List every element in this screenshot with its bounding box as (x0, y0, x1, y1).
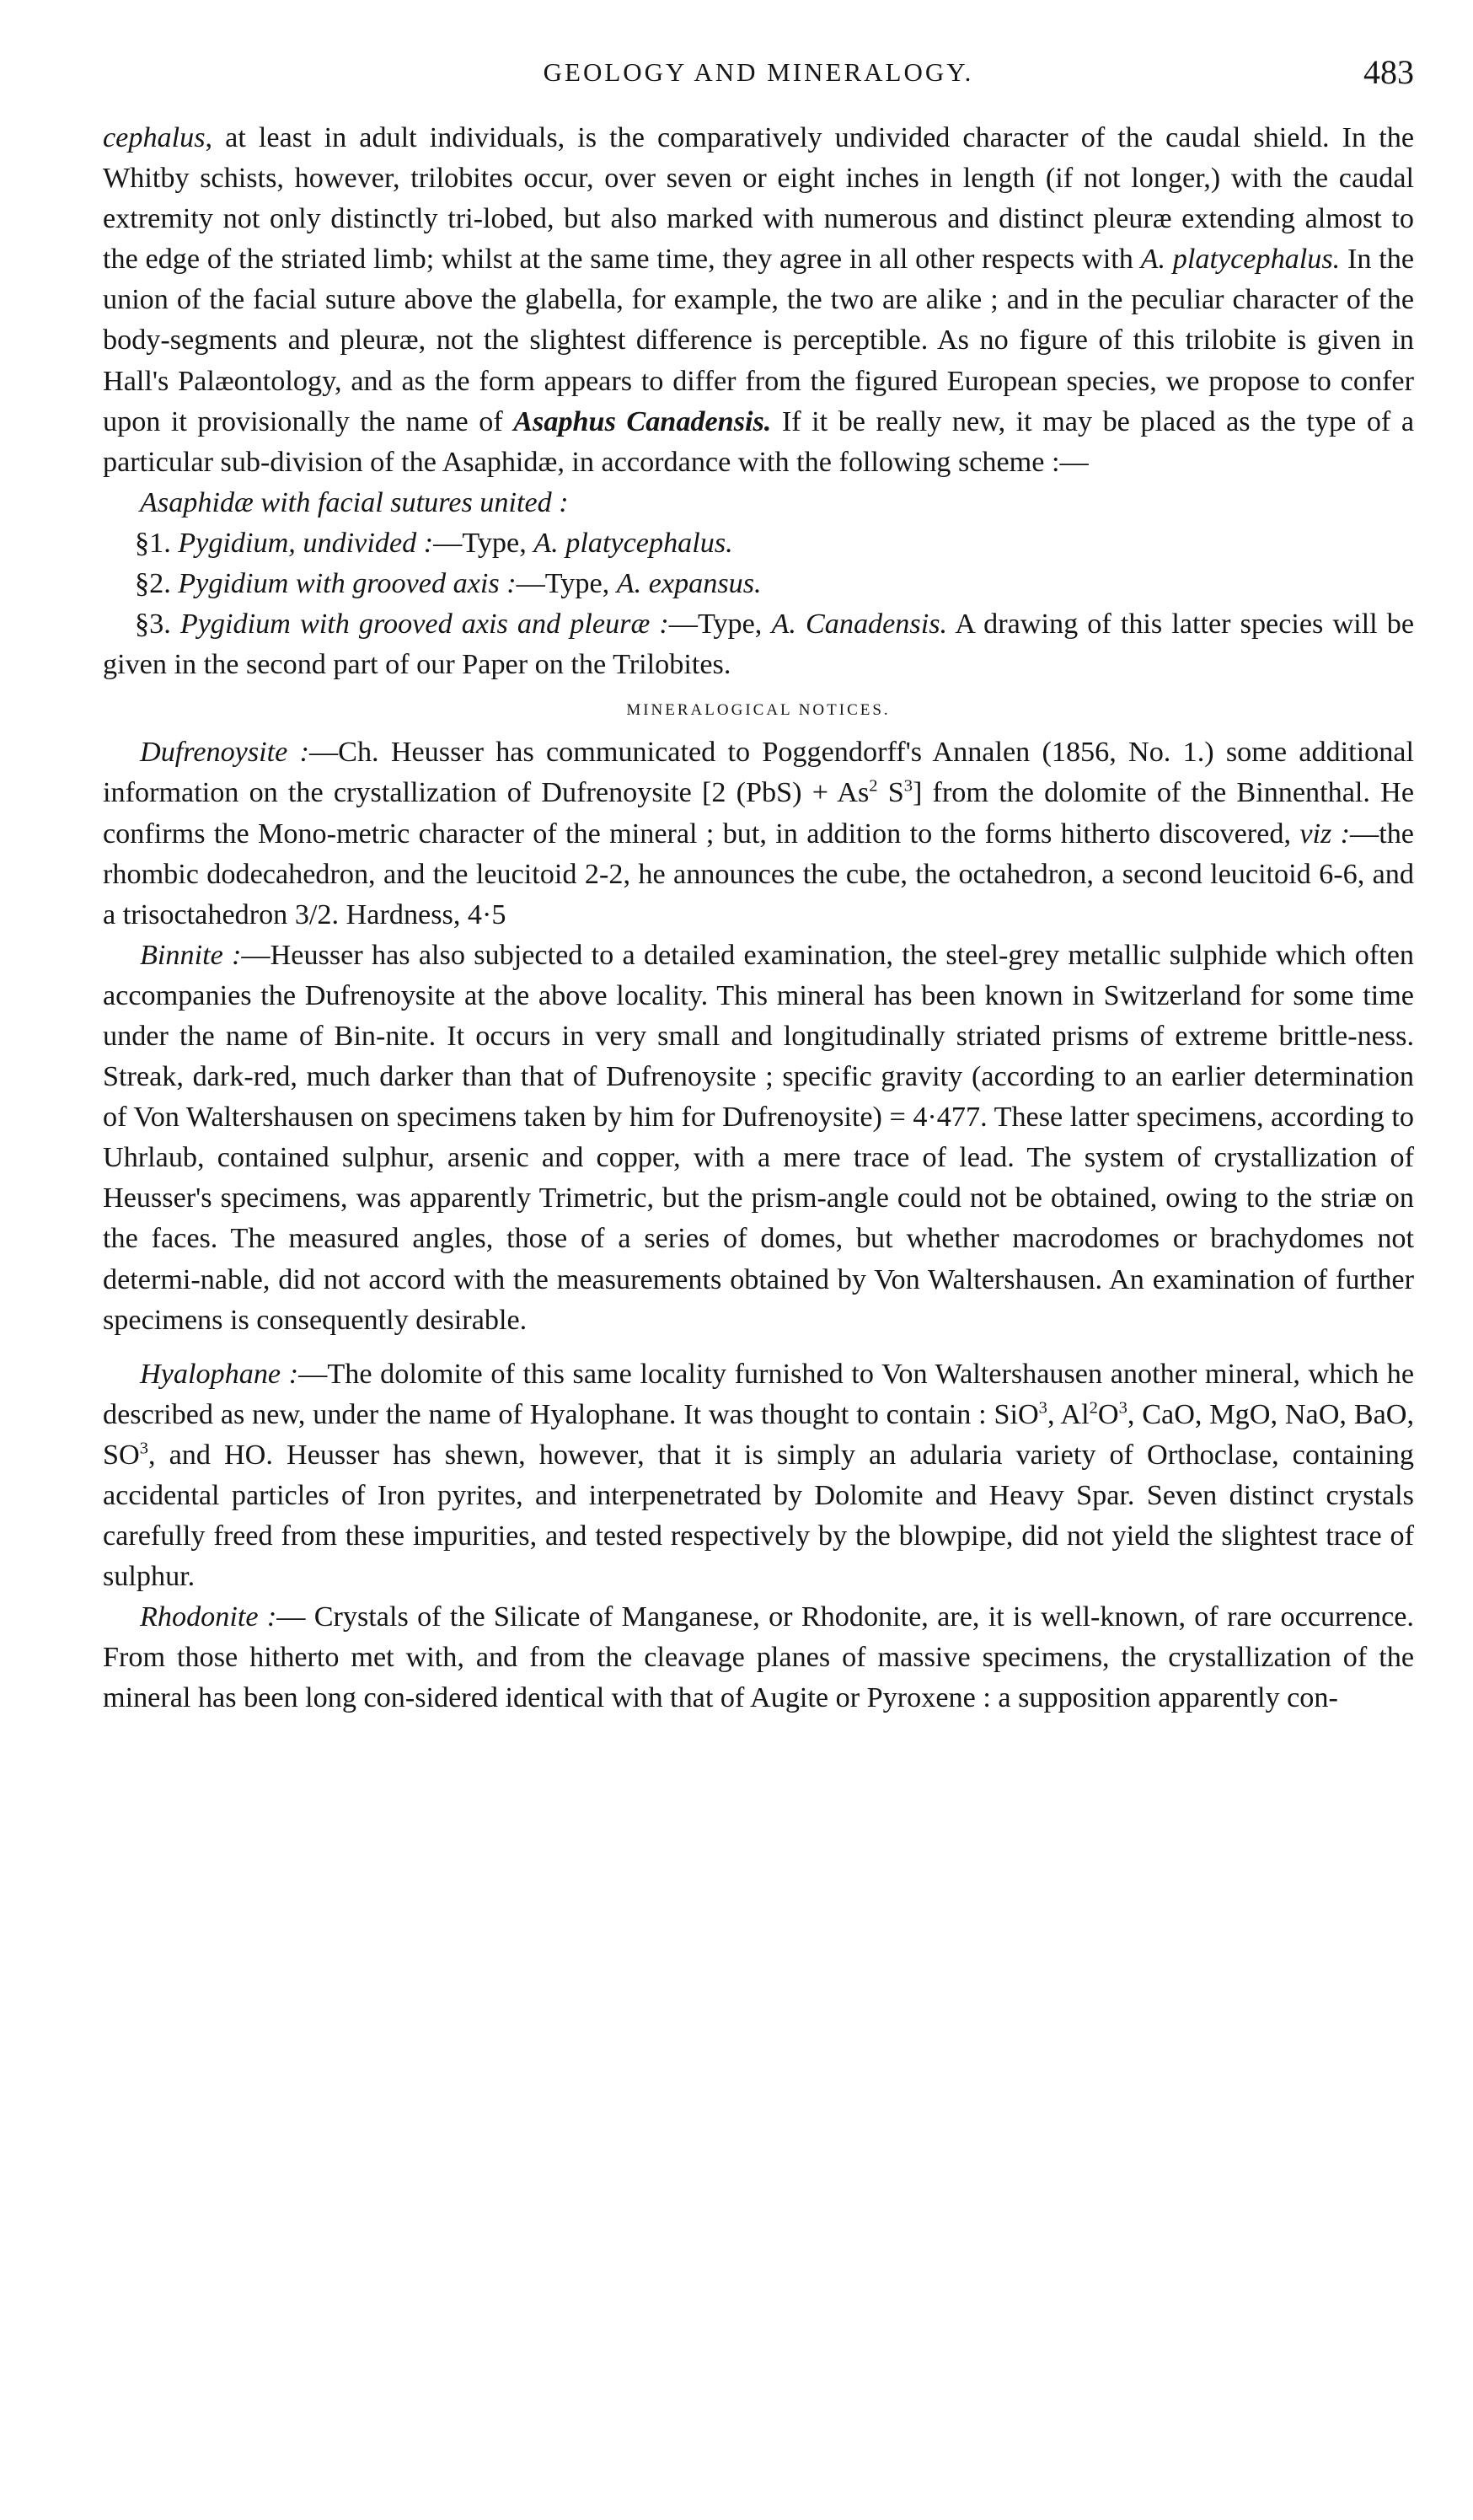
scheme-label: Pygidium with grooved axis : (178, 568, 517, 600)
superscript: 2 (1089, 1398, 1098, 1418)
section-number: §3. (135, 609, 180, 641)
species-name: A. platycephalus. (533, 527, 733, 559)
species-name: A. Canadensis. (771, 609, 948, 641)
page-number: 483 (1363, 53, 1414, 91)
scheme-text: A drawing of this latter species will be given in the second part of our Paper on the Trilobites. (103, 609, 1414, 681)
paragraph-text: —The dolomite of this same locality furnished to Von Waltershausen another mineral, which he described as new, under the name of Hyalophane. It was thought to contain : SiO (103, 1358, 1415, 1430)
scheme-text: —Type, (516, 568, 617, 600)
paragraph-hyalophane (103, 1354, 1414, 1598)
paragraph-text: ] from the dolomite of the Binnenthal. He confirms the Mono-metric character of the mineral ; but, in addition to the forms hitherto discovered, (103, 777, 1414, 850)
scheme-item-1 (103, 523, 1414, 564)
species-name: A. expansus. (616, 568, 762, 600)
fraction: 3/2 (294, 898, 332, 930)
paragraph-gap (103, 1341, 1414, 1354)
paragraph-text: , CaO, MgO, NaO, BaO, SO (103, 1398, 1414, 1471)
section-number: §1. (135, 527, 179, 559)
superscript: 3 (903, 777, 913, 796)
superscript: 3 (1118, 1398, 1128, 1418)
paragraph-text: . Hardness, 4·5 (331, 898, 506, 930)
paragraph-dufrenoysite (103, 732, 1414, 935)
paragraph-trilobite (103, 118, 1414, 483)
word-cephalus: cephalus (103, 122, 206, 153)
paragraph-text: , at least in adult individuals, is the comparatively undivided character of the caudal shield. In the Whitby schists, however, trilobites occur, over seven or eight inches in length (if not longer,) with the caudal extremity not only distinctly tri-lobed, but also marked with numerous and distinct pleuræ extending almost to the edge of the striated limb; whilst at the same time, they agree in all other respects with (103, 122, 1414, 276)
paragraph-text: —the rhombic dodecahedron, and the leucitoid 2-2, he announces the cube, the octahedron, a second leucitoid 6-6, and a trisoctahedron (103, 818, 1414, 930)
paragraph-text: , and HO. Heusser has shewn, however, that it is simply an adularia variety of Orthoclase, containing accidental particles of Iron pyrites, and interpenetrated by Dolomite and Heavy Spar. Seven distinct crystals carefully freed from these impurities, and tested respectively by the blowpipe, did not yield the slightest trace of sulphur. (103, 1439, 1414, 1593)
scheme-heading-text: Asaphidæ with facial sutures united : (140, 486, 569, 518)
scheme-text: —Type, (668, 609, 772, 641)
mineral-name: Hyalophane : (140, 1358, 299, 1390)
species-name: Asaphus Canadensis. (513, 405, 772, 437)
scheme-label: Pygidium with grooved axis and pleuræ : (179, 609, 669, 641)
paragraph-text: O (1097, 1398, 1119, 1430)
section-number: §2. (135, 568, 179, 600)
body-text (103, 118, 1414, 1719)
paragraph-text: — Crystals of the Silicate of Manganese, or Rhodonite, are, it is well-known, of rare occurrence. From those hitherto met with, and from the cleavage planes of massive specimens, the crystallization of the mineral has been long con-sidered identical with that of Augite or Pyroxene : a supposition apparently con- (103, 1601, 1414, 1714)
paragraph-text: If it be really new, it may be placed as the type of a particular sub-division of the Asaphidæ, in accordance with the following scheme :— (103, 405, 1414, 478)
paragraph-text: S (877, 777, 904, 809)
page-header (103, 53, 1414, 118)
paragraph-rhodonite (103, 1597, 1414, 1718)
paragraph-text: , Al (1047, 1398, 1090, 1430)
superscript: 3 (139, 1439, 148, 1458)
section-title-mineralogical-notices: MINERALOGICAL NOTICES. (626, 701, 891, 720)
scheme-heading (103, 483, 1414, 523)
running-title: GEOLOGY AND MINERALOGY. (543, 57, 974, 87)
scheme-item-2 (103, 564, 1414, 604)
scheme-label: Pygidium, undivided : (178, 527, 434, 559)
scheme-text: —Type, (433, 527, 534, 559)
scheme-item-3 (103, 604, 1414, 685)
superscript: 3 (1038, 1398, 1047, 1418)
mineral-name: Binnite : (140, 939, 242, 971)
abbreviation-viz: viz : (1299, 818, 1351, 850)
species-name: A. platycephalus. (1140, 244, 1341, 276)
paragraph-binnite (103, 936, 1414, 1341)
paragraph-text: —Heusser has also subjected to a detailed examination, the steel-grey metallic sulphide which often accompanies the Dufrenoysite at the above locality. This mineral has been known in Switzerland for some time under the name of Bin-nite. It occurs in very small and longitudinally striated prisms of extreme brittle-ness. Streak, dark-red, much darker than that of Dufrenoysite ; specific gravity (according to an earlier determination of Von Waltershausen on specimens taken by him for Dufrenoysite) = 4·477. These latter specimens, according to Uhrlaub, contained sulphur, arsenic and copper, with a mere trace of lead. The system of crystallization of Heusser's specimens, was apparently Trimetric, but the prism-angle could not be obtained, owing to the striæ on the faces. The measured angles, those of a series of domes, but whether macrodomes or brachydomes not determi-nable, did not accord with the measurements obtained by Von Waltershausen. An examination of further specimens is consequently desirable. (103, 939, 1414, 1336)
mineral-name: Dufrenoysite : (140, 737, 309, 769)
mineral-name: Rhodonite : (140, 1601, 277, 1633)
superscript: 2 (869, 777, 878, 796)
paragraph-text: —Ch. Heusser has communicated to Poggendorff's Annalen (1856, No. 1.) some additional information on the crystallization of Dufrenoysite [2 (PbS) + As (103, 737, 1414, 809)
paragraph-text: In the union of the facial suture above the glabella, for example, the two are alike ; and in the peculiar character of the body-segments and pleuræ, not the slightest difference is perceptible. As no figure of this trilobite is given in Hall's Palæontology, and as the form appears to differ from the figured European species, we propose to confer upon it provisionally the name of (103, 244, 1414, 437)
